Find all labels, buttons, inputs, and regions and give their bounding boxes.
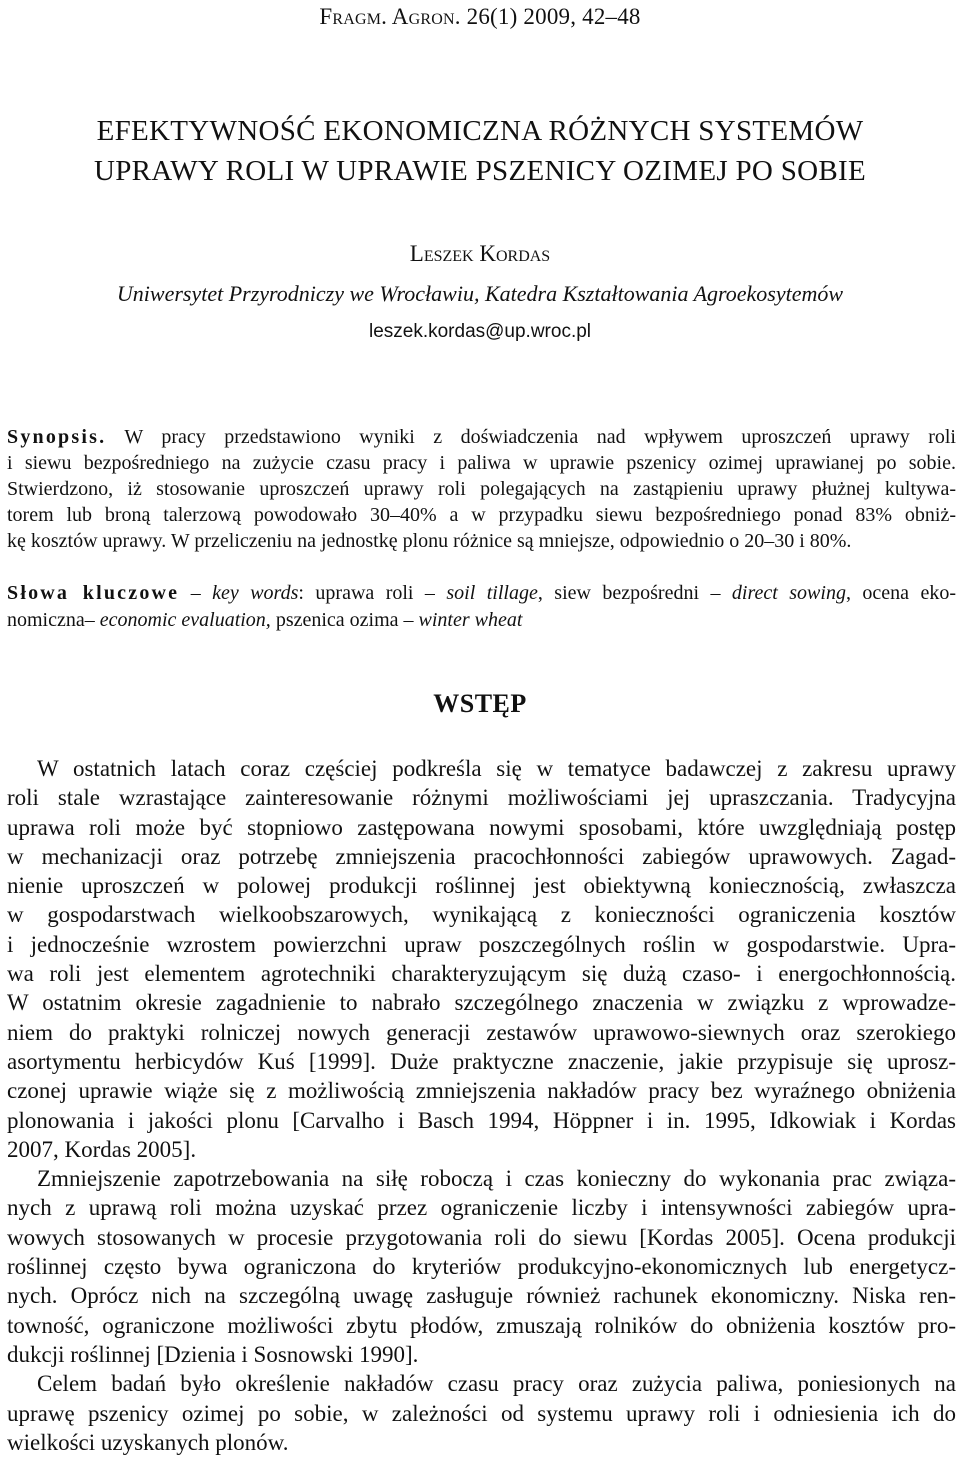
synopsis-line-3: Stwierdzono, iż stosowanie uproszczeń uprawy roli polegających na zastąpieniu uprawy płużnej kultywa-: [7, 478, 956, 500]
section-heading: WSTĘP: [433, 689, 527, 718]
body-line: wa roli jest elementem agrotechniki charakteryzującym się dużą czaso- i energochłonnością.: [7, 961, 956, 987]
body-line: wowych stosowanych w procesie przygotowania roli do siewu [Kordas 2005]. Ocena produkcji: [7, 1224, 956, 1250]
body-line: asortymentu herbicydów Kuś [1999]. Duże praktyczne znaczenie, jakie przypisuje się uprosz-: [7, 1048, 956, 1074]
synopsis-line-5: kę kosztów uprawy. W przeliczeniu na jednostkę plonu różnice są mniejsze, odpowiednio o 20–30 i 80%.: [7, 530, 852, 552]
keywords-label: Słowa kluczowe: [7, 582, 180, 604]
body-line: roli stale wzrastające zainteresowanie różnymi możliwościami jej upraszczania. Tradycyjna: [7, 785, 956, 811]
article-title-line-1: EFEKTYWNOŚĆ EKONOMICZNA RÓŻNYCH SYSTEMÓW: [96, 115, 864, 147]
body-line: wielkości uzyskanych plonów.: [7, 1429, 289, 1455]
body-line: nienie uproszczeń w polowej produkcji roślinnej jest obiektywną koniecznością, zwłaszcza: [7, 873, 956, 899]
body-paragraph: [7, 1164, 956, 1369]
body-paragraph: [7, 1369, 956, 1457]
body-text: [7, 754, 956, 1457]
body-line: w mechanizacji oraz potrzebę zmniejszenia pracochłonności zabiegów uprawowych. Zagad-: [7, 843, 956, 869]
article-title: [0, 111, 960, 191]
body-line: uprawę pszenicy ozimej po sobie, w zależności od systemu uprawy roli i odniesienia ich do: [7, 1400, 956, 1426]
body-line: czonej uprawie wiąże się z możliwością zmniejszenia nakładów pracy bez wyraźnego obniżenia: [7, 1078, 956, 1104]
keywords: [7, 580, 956, 634]
synopsis: [7, 424, 956, 554]
body-line: uprawa roli może być stopniowo zastępowana nowymi sposobami, które uwzględniają postęp: [7, 814, 956, 840]
body-line: dukcji roślinnej [Dzienia i Sosnowski 1990].: [7, 1341, 419, 1367]
author-email: leszek.kordas@up.wroc.pl: [368, 321, 592, 342]
synopsis-label: Synopsis.: [7, 426, 107, 448]
body-line: plonowania i jakości plonu [Carvalho i Basch 1994, Höppner i in. 1995, Idkowiak i Kordas: [7, 1107, 956, 1133]
journal-header: Fragm. Agron. 26(1) 2009, 42–48: [319, 4, 641, 29]
body-line: Celem badań było określenie nakładów czasu pracy oraz zużycia paliwa, poniesionych na: [37, 1371, 956, 1397]
body-line: 2007, Kordas 2005].: [7, 1136, 197, 1162]
body-line: w gospodarstwach wielkoobszarowych, wynikającą z konieczności ograniczenia kosztów: [7, 902, 956, 928]
keywords-line-1: Słowa kluczowe – key words: uprawa roli – soil tillage, siew bezpośredni – direct sowing, ocena eko-: [7, 582, 957, 604]
body-paragraph: [7, 754, 956, 1164]
body-line: W ostatnim okresie zagadnienie to nabrało szczególnego znaczenia w związku z wprowadze-: [7, 990, 956, 1016]
body-line: towność, ograniczone możliwości zbytu płodów, zmuszają rolników do obniżenia kosztów pro-: [7, 1312, 956, 1338]
body-line: i jednocześnie wzrostem powierzchni upraw poszczególnych roślin w gospodarstwie. Upra-: [7, 931, 956, 957]
author-name: Leszek Kordas: [409, 241, 551, 266]
synopsis-line-2: i siewu bezpośredniego na zużycie czasu pracy i paliwa w uprawie pszenicy ozimej uprawianej po sobie.: [7, 452, 956, 474]
body-line: Zmniejszenie zapotrzebowania na siłę roboczą i czas konieczny do wykonania prac związa-: [37, 1166, 956, 1192]
body-line: nych. Oprócz nich na szczególną uwagę zasługuje również rachunek ekonomiczny. Niska ren-: [7, 1283, 956, 1309]
article-title-line-2: UPRAWY ROLI W UPRAWIE PSZENICY OZIMEJ PO SOBIE: [93, 155, 867, 187]
body-line: niem do praktyki rolniczej nowych generacji zestawów uprawowo-siewnych oraz szerokiego: [7, 1019, 956, 1045]
body-line: nych z uprawą roli można uzyskać przez ograniczenie liczby i intensywności zabiegów upra-: [7, 1195, 956, 1221]
body-line: roślinnej często bywa ograniczona do kryteriów produkcyjno-ekonomicznych lub energetycz-: [7, 1254, 956, 1280]
synopsis-line-4: torem lub broną talerzową powodowało 30–40% a w przypadku siewu bezpośredniego ponad 83% obniż-: [7, 504, 956, 526]
author-affiliation: Uniwersytet Przyrodniczy we Wrocławiu, Katedra Kształtowania Agroekosytemów: [116, 281, 844, 306]
keywords-line-2: nomiczna– economic evaluation, pszenica ozima – winter wheat: [7, 609, 523, 631]
synopsis-line-1: Synopsis. W pracy przedstawiono wyniki z doświadczenia nad wpływem uproszczeń uprawy roli: [7, 426, 956, 448]
body-line: W ostatnich latach coraz częściej podkreśla się w tematyce badawczej z zakresu uprawy: [37, 756, 956, 781]
